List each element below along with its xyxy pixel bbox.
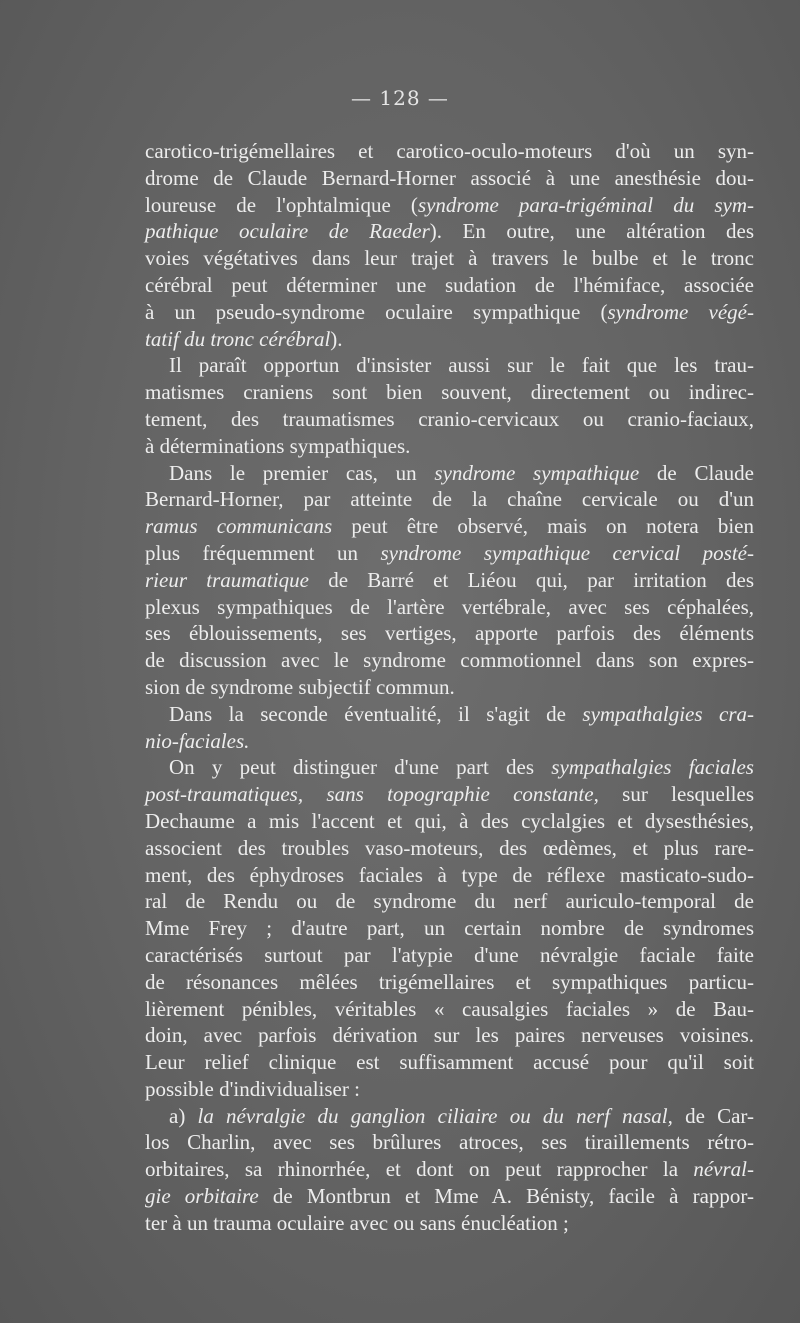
text-line [145,299,754,326]
text-line [145,513,754,540]
text-segment: associent des troubles vaso-moteurs, des œdèmes, et plus rare- [145,835,754,860]
text-segment: ter à un trauma oculaire avec ou sans énucléation ; [145,1210,569,1235]
text-line [145,165,754,192]
text-segment: On y peut distinguer d'une part des [169,755,552,780]
text-segment: Dechaume a mis l'accent et qui, à des cyclalgies et dysesthésies, [145,808,754,833]
text-line [145,218,754,245]
text-line [145,1156,754,1183]
text-segment: drome de Claude Bernard-Horner associé à une anesthésie dou- [145,165,754,190]
paragraph [145,460,754,701]
text-line [145,272,754,299]
text-segment: los Charlin, avec ses brûlures atroces, ses tiraillements rétro- [145,1130,754,1155]
text-line [145,620,754,647]
text-line [145,674,754,701]
text-segment: Dans le premier cas, un [169,460,435,485]
text-segment: de Montbrun et Mme A. Bénisty, facile à rappor- [258,1184,754,1209]
text-line [145,1022,754,1049]
text-line [145,192,754,219]
text-line [145,754,754,781]
text-segment: ). [330,326,343,351]
text-segment: ). En outre, une altération des [429,219,755,244]
text-segment: plexus sympathiques de l'artère vertébrale, avec ses céphalées, [145,594,754,619]
text-line [145,540,754,567]
text-segment: ses éblouissements, ses vertiges, apporte parfois des éléments [145,621,754,646]
text-line [145,245,754,272]
text-line [145,379,754,406]
italic-segment: sympathalgies faciales [551,755,754,780]
text-segment: tement, des traumatismes cranio-cervicaux ou cranio-faciaux, [145,406,754,431]
text-segment: lièrement pénibles, véritables « causalgies faciales » de Bau- [145,996,754,1021]
body-text [145,138,754,1237]
text-segment: a) [169,1103,198,1128]
text-segment: plus fréquemment un [145,540,381,565]
text-segment: Dans la seconde éventualité, il s'agit de [169,701,583,726]
text-segment: matismes craniens sont bien souvent, directement ou indirec- [145,380,754,405]
text-line [145,647,754,674]
text-segment: cérébral peut déterminer une sudation de l'hémiface, associée [145,272,754,297]
italic-segment: la névralgie du ganglion ciliaire ou du nerf nasal, [197,1103,673,1128]
text-segment: de résonances mêlées trigémellaires et sympathiques particu- [145,969,754,994]
text-segment: Leur relief clinique est suffisamment accusé pour qu'il soit [145,1050,754,1075]
paragraph [145,1103,754,1237]
text-segment: caractérisés surtout par l'atypie d'une névralgie faciale faite [145,942,754,967]
text-segment: Il paraît opportun d'insister aussi sur le fait que les trau- [169,353,754,378]
text-line [145,1076,754,1103]
text-segment: de Claude [639,460,754,485]
paragraph [145,754,754,1102]
text-segment: à un pseudo-syndrome oculaire sympathique ( [145,299,608,324]
italic-segment: névral- [693,1157,754,1182]
text-line [145,1129,754,1156]
text-line [145,942,754,969]
paragraph [145,701,754,755]
paragraph [145,138,754,352]
text-line [145,862,754,889]
text-segment: Mme Frey ; d'autre part, un certain nombre de syndromes [145,916,754,941]
italic-segment: nio-faciales. [145,728,250,753]
text-segment: carotico-trigémellaires et carotico-oculo-moteurs d'où un syn- [145,139,754,163]
italic-segment: pathique oculaire de Raeder [145,219,430,244]
text-line [145,1183,754,1210]
text-segment: ment, des éphydroses faciales à type de réflexe masticato-sudo- [145,862,754,887]
text-segment: orbitaires, sa rhinorrhée, et dont on peut rapprocher la [145,1157,694,1182]
text-segment: de Car- [672,1103,754,1128]
text-segment: ral de Rendu ou de syndrome du nerf auriculo-temporal de [145,889,754,914]
text-line [145,406,754,433]
text-line [145,915,754,942]
text-segment: de Barré et Liéou qui, par irritation des [308,567,754,592]
text-line [145,969,754,996]
text-segment: de discussion avec le syndrome commotionnel dans son expres- [145,648,754,673]
text-segment: doin, avec parfois dérivation sur les paires nerveuses voisines. [145,1023,754,1048]
text-segment: voies végétatives dans leur trajet à travers le bulbe et le tronc [145,246,754,271]
italic-segment: ramus communicans [145,514,333,539]
text-segment: Bernard-Horner, par atteinte de la chaîne cervicale ou d'un [145,487,754,512]
text-line [145,781,754,808]
text-segment: sur lesquelles [598,782,754,807]
text-line [145,728,754,755]
text-line [145,594,754,621]
text-segment: peut être observé, mais on notera bien [332,514,754,539]
text-line [145,996,754,1023]
italic-segment: syndrome végé- [607,299,754,324]
italic-segment: syndrome sympathique [434,460,640,485]
text-line [145,567,754,594]
text-line [145,460,754,487]
italic-segment: syndrome para-trigéminal du sym- [417,192,754,217]
text-segment: à déterminations sympathiques. [145,433,411,458]
text-line [145,486,754,513]
italic-segment: sympathalgies cra- [582,701,754,726]
text-segment: sion de syndrome subjectif commun. [145,674,455,699]
italic-segment: rieur traumatique [145,567,309,592]
text-line [145,701,754,728]
text-line [145,1103,754,1130]
italic-segment: gie orbitaire [145,1184,259,1209]
text-line [145,1210,754,1237]
text-line [145,326,754,353]
italic-segment: syndrome sympathique cervical posté- [380,540,754,565]
text-line [145,835,754,862]
page-number: — 128 — [351,86,449,110]
italic-segment: tatif du tronc cérébral [145,326,331,351]
italic-segment: post-traumatiques, sans topographie constante, [145,782,599,807]
text-line [145,888,754,915]
text-line [145,433,754,460]
text-segment: possible d'individualiser : [145,1076,360,1101]
text-line [145,808,754,835]
text-segment: loureuse de l'ophtalmique ( [145,192,418,217]
text-line [145,138,754,165]
paragraph [145,352,754,459]
text-line [145,352,754,379]
text-line [145,1049,754,1076]
